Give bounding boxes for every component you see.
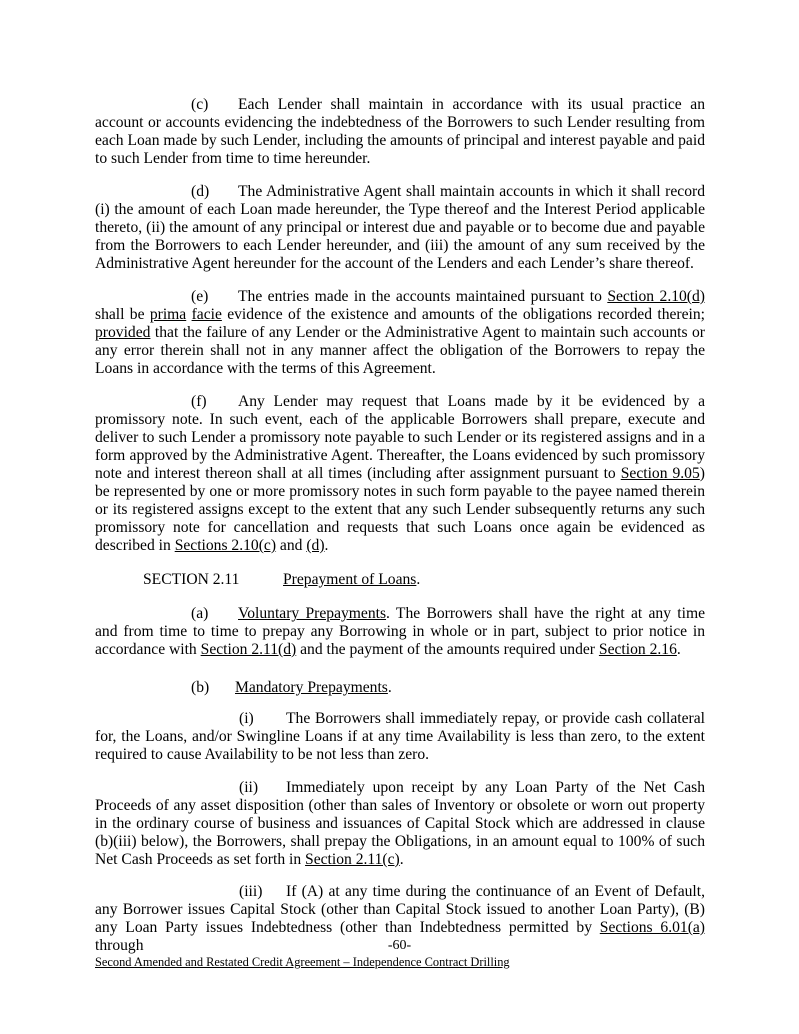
paragraph-text: . The Borrowers shall have the right at any time and from time to time to prepay any Borrowing in whole or in part, subject to prior notice in accordance with bbox=[95, 605, 705, 658]
provided-term: provided bbox=[95, 324, 151, 341]
subsection-heading: Voluntary Prepayments bbox=[238, 605, 387, 622]
paragraph-text: The entries made in the accounts maintained pursuant to bbox=[238, 288, 608, 305]
paragraph-marker: (e) bbox=[191, 288, 209, 305]
paragraph-marker: (c) bbox=[191, 96, 209, 113]
section-reference: Sections 2.10(c) bbox=[174, 537, 277, 554]
paragraph-text: Immediately upon receipt by any Loan Party of the Net Cash Proceeds of any asset disposition (other than sales of Inventory or obsolete or worn out property in the ordinary course of business and issuances of Capital Stock which are addressed in clause (b)(iii) below), the Borrowers, shall prepay the Obligations, in an amount equal to 100% of such Net Cash Proceeds as set forth in bbox=[95, 779, 705, 868]
section-reference: Section 2.11(c) bbox=[305, 851, 400, 868]
clause-marker: (ii) bbox=[239, 779, 259, 796]
paragraph-marker: (d) bbox=[191, 183, 210, 200]
paragraph-text: Any Lender may request that Loans made by it be evidenced by a promissory note. In such event, each of the applicable Borrowers shall prepare, execute and deliver to such Lender a promissory note payable to such Lender or its registered assigns and in a form approved by the Administrative Agent. Thereafter, the Loans evidenced by such promissory note and interest thereon shall at all times (including after assignment pursuant to bbox=[95, 393, 705, 482]
document-footer: Second Amended and Restated Credit Agreement – Independence Contract Drilling bbox=[95, 955, 510, 969]
paragraph-text: that the failure of any Lender or the Administrative Agent to maintain such accounts or any error therein shall not in any manner affect the obligation of the Borrowers to repay the Loans in accordance with the terms of this Agreement. bbox=[95, 324, 705, 377]
paragraph-text: The Administrative Agent shall maintain accounts in which it shall record (i) the amount of each Loan made hereunder, the Type thereof and the Interest Period applicable thereto, (ii) the amount of any principal or interest due and payable or to become due and payable from the Borrowers to each Lender hereunder, and (iii) the amount of any sum received by the Administrative Agent hereunder for the account of the Lenders and each Lender’s share thereof. bbox=[95, 183, 705, 272]
subsection-heading: Mandatory Prepayments bbox=[235, 679, 388, 696]
paragraph-text: evidence of the existence and amounts of the obligations recorded therein; bbox=[221, 306, 705, 323]
paragraph-text: through bbox=[95, 937, 144, 954]
paragraph-mandatory-prepayments bbox=[191, 679, 392, 697]
clause-marker: (iii) bbox=[239, 883, 263, 900]
paragraph-c bbox=[95, 96, 705, 168]
paragraph-marker: (b) bbox=[191, 679, 210, 696]
paragraph-voluntary-prepayments bbox=[95, 605, 705, 659]
section-reference: Section 2.16 bbox=[598, 641, 677, 658]
clause-i bbox=[95, 710, 705, 764]
paragraph-text: Each Lender shall maintain in accordance with its usual practice an account or accounts evidencing the indebtedness of the Borrowers to such Lender resulting from each Loan made by such Lender, including the amounts of principal and interest payable and paid to such Lender from time to time hereunder. bbox=[95, 96, 705, 167]
paragraph-marker: (f) bbox=[191, 393, 207, 410]
paragraph-e bbox=[95, 288, 705, 378]
paragraph-text: ) be represented by one or more promissory notes in such form payable to the payee named therein or its registered assigns except to the extent that any such Lender subsequently returns any such promissory note for cancellation and requests that such Loans once again be evidenced as described in bbox=[95, 465, 705, 554]
paragraph-text: and the payment of the amounts required under bbox=[296, 641, 599, 658]
paragraph-text: and bbox=[276, 537, 307, 554]
clause-marker: (i) bbox=[239, 710, 254, 727]
paragraph-text: . bbox=[399, 851, 404, 868]
section-reference: Section 2.10(d) bbox=[607, 288, 705, 305]
section-heading bbox=[143, 571, 420, 589]
section-reference: Sections 6.01(a) bbox=[599, 919, 705, 936]
page-number: -60- bbox=[387, 938, 412, 953]
paragraph-f bbox=[95, 393, 705, 555]
clause-ii bbox=[95, 779, 705, 869]
section-title: Prepayment of Loans bbox=[283, 571, 417, 588]
section-number: SECTION 2.11 bbox=[143, 571, 240, 588]
section-title-end: . bbox=[416, 571, 421, 588]
paragraph-text: . bbox=[676, 641, 681, 658]
prima-term: prima bbox=[149, 306, 187, 323]
section-reference: (d) bbox=[306, 537, 325, 554]
paragraph-marker: (a) bbox=[191, 605, 209, 622]
paragraph-text: The Borrowers shall immediately repay, or provide cash collateral for, the Loans, and/or Swingline Loans if at any time Availability is less than zero, to the extent required to cause Availability to be not less than zero. bbox=[95, 710, 705, 763]
paragraph-text: If (A) at any time during the continuance of an Event of Default, any Borrower issues Capital Stock (other than Capital Stock issued to another Loan Party), (B) any Loan Party issues Indebtedness (other than Indebtedness permitted by bbox=[95, 883, 705, 936]
section-reference: Section 2.11(d) bbox=[200, 641, 297, 658]
section-reference: Section 9.05 bbox=[620, 465, 700, 482]
paragraph-text: . bbox=[324, 537, 329, 554]
paragraph-d bbox=[95, 183, 705, 273]
facie-term: facie bbox=[191, 306, 222, 323]
subsection-heading-end: . bbox=[387, 679, 392, 696]
paragraph-text: shall be bbox=[95, 306, 150, 323]
